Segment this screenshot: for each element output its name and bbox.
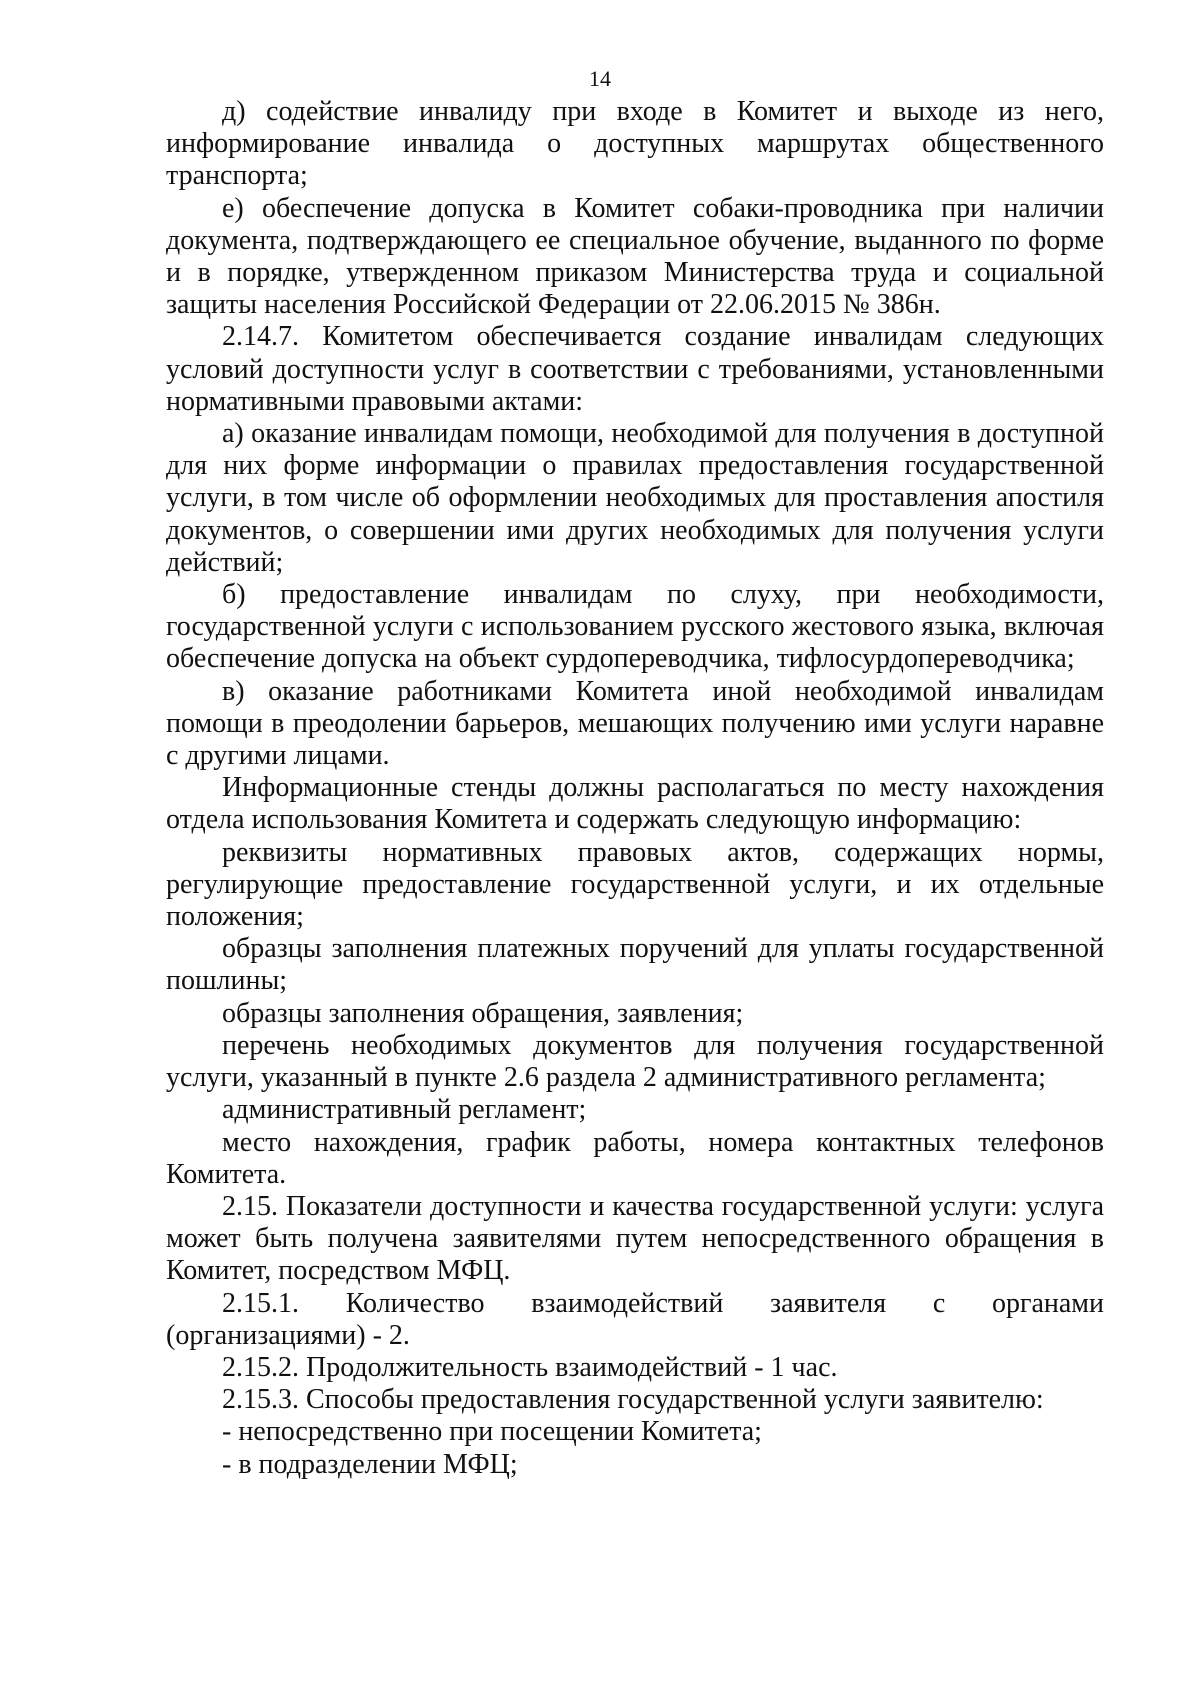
paragraph-c-barriers: в) оказание работниками Комитета иной необходимой инвалидам помощи в преодолении барьеров, мешающих получению ими услуги наравне с другими лицами. bbox=[166, 675, 1104, 772]
paragraph-payment-samples: образцы заполнения платежных поручений для уплаты государственной пошлины; bbox=[166, 933, 1104, 997]
paragraph-regulation: административный регламент; bbox=[222, 1094, 587, 1126]
paragraph-b-sign-language: б) предоставление инвалидам по слуху, при необходимости, государственной услуги с использованием русского жестового языка, включая обеспечение допуска на объект сурдопереводчика, тифлосурдопереводчика; bbox=[166, 579, 1104, 675]
paragraph-2-15-3: 2.15.3. Способы предоставления государственной услуги заявителю: bbox=[222, 1384, 1044, 1416]
paragraph-a-help: а) оказание инвалидам помощи, необходимой для получения в доступной для них форме информации о правилах предоставления государственной услуги, в том числе об оформлении необходимых для проставления апостиля документов, о совершении ими других необходимых для получения услуги действий; bbox=[166, 418, 1104, 578]
paragraph-requisites: реквизиты нормативных правовых актов, содержащих нормы, регулирующие предоставление государственной услуги, и их отдельные положения; bbox=[166, 836, 1104, 933]
paragraph-2-15-1: 2.15.1. Количество взаимодействий заявителя с органами (организациями) - 2. bbox=[166, 1287, 1104, 1351]
list-item-mfc: - в подразделении МФЦ; bbox=[222, 1448, 518, 1480]
paragraph-2-15-2: 2.15.2. Продолжительность взаимодействий - 1 час. bbox=[222, 1351, 838, 1383]
list-item-direct-visit: - непосредственно при посещении Комитета; bbox=[222, 1416, 762, 1448]
paragraph-application-samples: образцы заполнения обращения, заявления; bbox=[222, 997, 744, 1029]
paragraph-2-14-7: 2.14.7. Комитетом обеспечивается создание инвалидам следующих условий доступности услуг в соответствии с требованиями, установленными нормативными правовыми актами: bbox=[166, 321, 1104, 417]
paragraph-document-list: перечень необходимых документов для получения государственной услуги, указанный в пункте 2.6 раздела 2 административного регламента; bbox=[166, 1029, 1104, 1094]
paragraph-d-assistance: д) содействие инвалиду при входе в Комитет и выходе из него, информирование инвалида о доступных маршрутах общественного транспорта; bbox=[166, 96, 1104, 192]
paragraph-e-guide-dog: е) обеспечение допуска в Комитет собаки-проводника при наличии документа, подтверждающего ее специальное обучение, выданного по форме и в порядке, утвержденном приказом Министерства труда и социальной защиты населения Российской Федерации от 22.06.2015 № 386н. bbox=[166, 192, 1104, 321]
paragraph-2-15: 2.15. Показатели доступности и качества государственной услуги: услуга может быть получена заявителями путем непосредственного обращения в Комитет, посредством МФЦ. bbox=[166, 1190, 1104, 1287]
paragraph-location-schedule: место нахождения, график работы, номера контактных телефонов Комитета. bbox=[166, 1126, 1104, 1190]
page-number: 14 bbox=[589, 66, 611, 91]
document-body bbox=[166, 96, 1104, 1481]
paragraph-info-stands: Информационные стенды должны располагаться по месту нахождения отдела использования Комитета и содержать следующую информацию: bbox=[166, 772, 1104, 836]
